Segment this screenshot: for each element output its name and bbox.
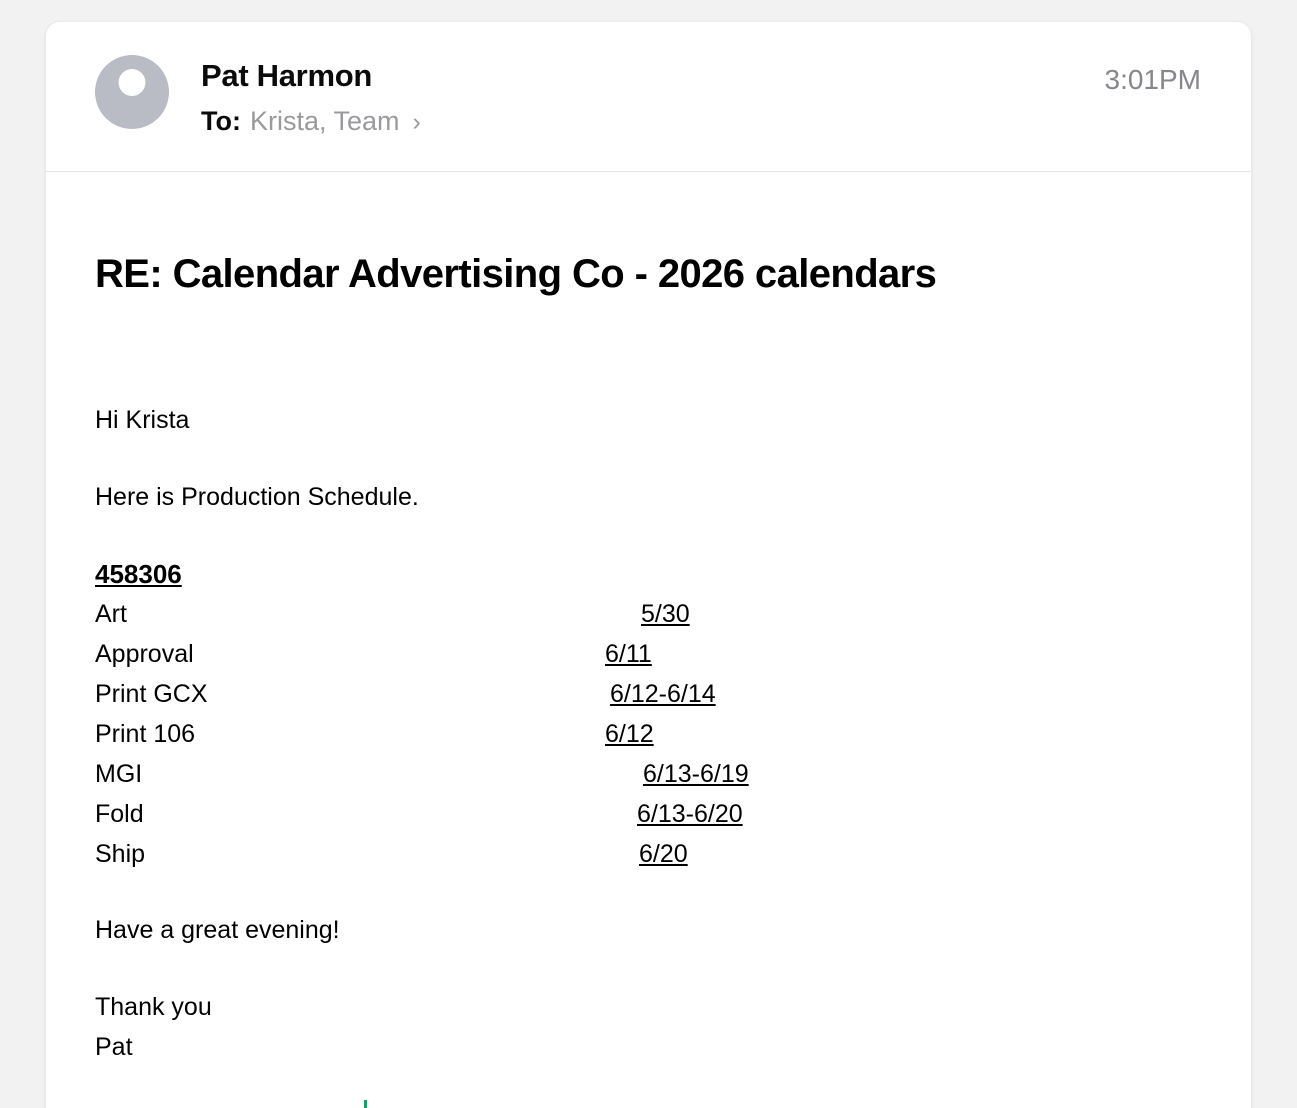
table-row xyxy=(95,754,749,794)
signature-text: Pat xyxy=(95,1033,133,1061)
schedule-task-cell: Print GCX xyxy=(95,680,208,708)
schedule-date-cell: 5/30 xyxy=(641,600,690,628)
avatar-head-shape xyxy=(119,69,146,96)
schedule-id: 458306 xyxy=(95,559,182,589)
schedule-date-cell: 6/13-6/19 xyxy=(643,760,749,788)
chevron-right-icon[interactable]: › xyxy=(412,108,421,136)
table-row xyxy=(95,834,749,874)
table-row xyxy=(95,594,749,634)
table-row xyxy=(95,674,749,714)
schedule-task-cell: Art xyxy=(95,600,127,628)
schedule-task-cell: Approval xyxy=(95,640,194,668)
table-row xyxy=(95,714,749,754)
schedule-date-cell: 6/12-6/14 xyxy=(610,680,716,708)
schedule-task-cell: Fold xyxy=(95,800,144,828)
schedule-task-cell: MGI xyxy=(95,760,143,788)
schedule-date-cell: 6/11 xyxy=(605,640,652,668)
production-schedule-table xyxy=(95,594,749,874)
table-row xyxy=(95,794,749,834)
schedule-date-cell: 6/20 xyxy=(639,840,688,868)
closing-text: Have a great evening! xyxy=(95,916,340,944)
intro-text: Here is Production Schedule. xyxy=(95,483,419,511)
thanks-text: Thank you xyxy=(95,993,212,1021)
to-label: To: xyxy=(201,106,241,136)
email-body xyxy=(95,400,1211,1067)
text-cursor xyxy=(364,1100,367,1108)
schedule-task-cell: Print 106 xyxy=(95,720,196,748)
email-message-card xyxy=(46,22,1251,1108)
schedule-date-cell: 6/13-6/20 xyxy=(637,800,743,828)
greeting-text: Hi Krista xyxy=(95,406,190,434)
sender-name: Pat Harmon xyxy=(201,58,372,93)
avatar xyxy=(95,55,169,129)
schedule-task-cell: Ship xyxy=(95,840,146,868)
recipient-list[interactable]: Krista, Team xyxy=(249,106,400,136)
recipients-row[interactable] xyxy=(201,106,421,137)
table-row xyxy=(95,634,749,674)
schedule-date-cell: 6/12 xyxy=(605,720,654,748)
email-subject: RE: Calendar Advertising Co - 2026 calendars xyxy=(95,252,937,296)
timestamp: 3:01PM xyxy=(1104,64,1201,95)
email-header xyxy=(46,22,1251,172)
